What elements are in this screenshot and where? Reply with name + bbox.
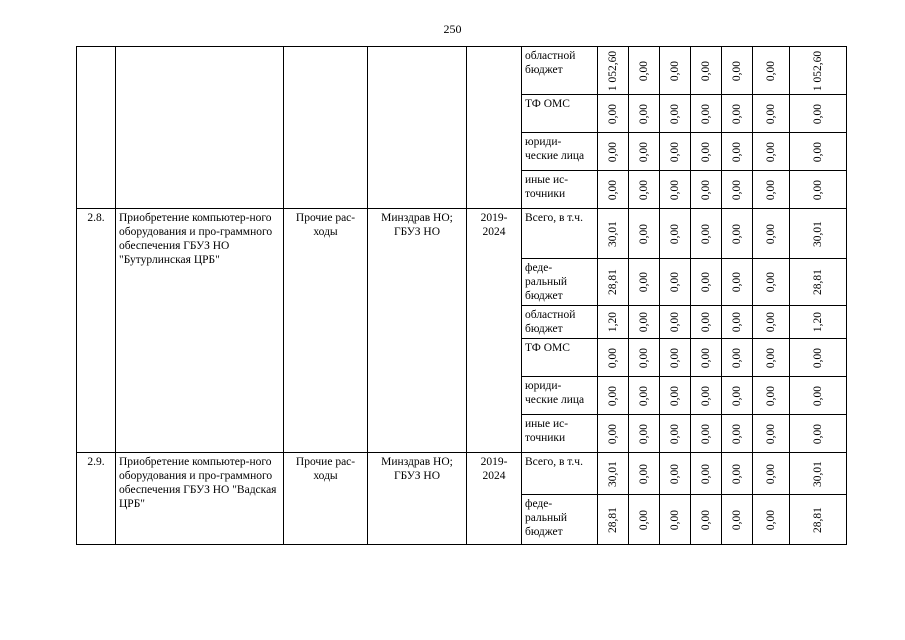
table-row <box>77 453 847 495</box>
amount-value: 1 052,60 <box>607 50 619 91</box>
amount-value: 0,00 <box>669 509 681 530</box>
amount-cell <box>790 495 847 545</box>
amount-cell <box>790 47 847 95</box>
amount-value: 0,00 <box>765 223 777 244</box>
amount-cell <box>790 306 847 339</box>
amount-value: 0,00 <box>765 179 777 200</box>
amount-cell <box>629 495 660 545</box>
funding-source: юриди-ческие лица <box>522 377 598 415</box>
amount-value: 0,00 <box>638 141 650 162</box>
amount-value: 0,00 <box>731 179 743 200</box>
funding-source: областной бюджет <box>522 306 598 339</box>
amount-cell <box>629 209 660 259</box>
amount-value: 0,00 <box>765 103 777 124</box>
amount-value: 0,00 <box>812 423 824 444</box>
table-row <box>77 209 847 259</box>
amount-cell <box>722 306 753 339</box>
amount-value: 0,00 <box>731 271 743 293</box>
amount-value: 0,00 <box>669 423 681 444</box>
amount-cell <box>629 171 660 209</box>
amount-value: 0,00 <box>669 271 681 293</box>
amount-cell <box>629 453 660 495</box>
amount-cell <box>722 495 753 545</box>
amount-value: 0,00 <box>669 141 681 162</box>
amount-value: 0,00 <box>669 463 681 484</box>
item-name: Приобретение компьютер-ного оборудования и про-граммного обеспечения ГБУЗ НО "Вадская ЦРБ" <box>116 453 284 545</box>
amount-cell <box>598 133 629 171</box>
amount-cell <box>629 415 660 453</box>
amount-cell <box>790 339 847 377</box>
amount-value: 0,00 <box>700 423 712 444</box>
funding-source: областной бюджет <box>522 47 598 95</box>
amount-value: 0,00 <box>607 347 619 368</box>
amount-cell <box>660 306 691 339</box>
amount-cell <box>598 377 629 415</box>
table-row <box>77 47 847 95</box>
amount-value: 0,00 <box>607 179 619 200</box>
amount-cell <box>753 209 790 259</box>
amount-value: 0,00 <box>700 141 712 162</box>
amount-value: 0,00 <box>731 385 743 406</box>
amount-cell <box>660 171 691 209</box>
amount-value: 0,00 <box>765 60 777 81</box>
row-number: 2.9. <box>77 453 116 545</box>
amount-value: 0,00 <box>638 509 650 530</box>
amount-cell <box>629 306 660 339</box>
amount-value: 0,00 <box>669 347 681 368</box>
amount-value: 0,00 <box>669 60 681 81</box>
amount-value: 0,00 <box>638 347 650 368</box>
amount-value: 0,00 <box>765 385 777 406</box>
amount-cell <box>753 339 790 377</box>
amount-value: 28,81 <box>607 506 619 533</box>
amount-cell <box>629 259 660 306</box>
amount-value: 0,00 <box>765 463 777 484</box>
amount-cell <box>691 339 722 377</box>
amount-cell <box>629 47 660 95</box>
amount-value: 0,00 <box>700 271 712 293</box>
funding-source: Всего, в т.ч. <box>522 209 598 259</box>
amount-value: 1,20 <box>812 311 824 333</box>
amount-value: 0,00 <box>731 60 743 81</box>
amount-cell <box>691 415 722 453</box>
amount-value: 0,00 <box>731 103 743 124</box>
amount-value: 0,00 <box>731 311 743 333</box>
amount-value: 0,00 <box>700 223 712 244</box>
amount-cell <box>691 495 722 545</box>
amount-value: 0,00 <box>638 223 650 244</box>
amount-value: 0,00 <box>700 347 712 368</box>
amount-cell <box>790 95 847 133</box>
page-number: 250 <box>443 22 462 36</box>
amount-value: 0,00 <box>765 311 777 333</box>
budget-table <box>76 46 847 545</box>
amount-cell <box>722 377 753 415</box>
amount-value: 0,00 <box>607 423 619 444</box>
row-number <box>77 47 116 209</box>
funding-source: Всего, в т.ч. <box>522 453 598 495</box>
amount-cell <box>722 415 753 453</box>
amount-value: 0,00 <box>669 179 681 200</box>
amount-cell <box>722 453 753 495</box>
amount-value: 0,00 <box>607 141 619 162</box>
amount-cell <box>691 95 722 133</box>
row-number: 2.8. <box>77 209 116 453</box>
amount-value: 0,00 <box>700 60 712 81</box>
amount-cell <box>629 377 660 415</box>
item-name: Приобретение компьютер-ного оборудования и про-граммного обеспечения ГБУЗ НО "Бутурлинская ЦРБ" <box>116 209 284 453</box>
amount-cell <box>660 495 691 545</box>
amount-cell <box>691 377 722 415</box>
amount-cell <box>722 259 753 306</box>
amount-cell <box>790 377 847 415</box>
amount-value: 30,01 <box>607 220 619 247</box>
funding-source: ТФ ОМС <box>522 339 598 377</box>
amount-cell <box>753 415 790 453</box>
amount-cell <box>790 259 847 306</box>
amount-cell <box>598 415 629 453</box>
amount-value: 0,00 <box>812 385 824 406</box>
executor <box>368 47 467 209</box>
amount-value: 0,00 <box>765 347 777 368</box>
amount-value: 0,00 <box>638 103 650 124</box>
amount-value: 0,00 <box>731 423 743 444</box>
amount-cell <box>691 133 722 171</box>
funding-source: юриди-ческие лица <box>522 133 598 171</box>
amount-cell <box>722 133 753 171</box>
amount-value: 30,01 <box>812 220 824 247</box>
amount-cell <box>753 259 790 306</box>
amount-cell <box>753 453 790 495</box>
amount-cell <box>660 95 691 133</box>
amount-value: 28,81 <box>607 269 619 295</box>
amount-cell <box>629 95 660 133</box>
amount-value: 0,00 <box>765 509 777 530</box>
amount-cell <box>660 209 691 259</box>
amount-cell <box>753 495 790 545</box>
amount-cell <box>598 171 629 209</box>
amount-value: 0,00 <box>731 347 743 368</box>
amount-cell <box>753 133 790 171</box>
amount-cell <box>629 133 660 171</box>
funding-source: ТФ ОМС <box>522 95 598 133</box>
amount-cell <box>790 209 847 259</box>
amount-value: 0,00 <box>700 103 712 124</box>
item-name <box>116 47 284 209</box>
amount-value: 0,00 <box>812 103 824 124</box>
amount-value: 0,00 <box>700 311 712 333</box>
period: 2019-2024 <box>467 209 522 453</box>
amount-cell <box>722 339 753 377</box>
amount-cell <box>660 259 691 306</box>
amount-cell <box>753 171 790 209</box>
executor: Минздрав НО; ГБУЗ НО <box>368 209 467 453</box>
amount-cell <box>660 415 691 453</box>
amount-cell <box>790 171 847 209</box>
amount-cell <box>753 47 790 95</box>
table-body <box>77 47 847 545</box>
amount-cell <box>660 339 691 377</box>
amount-value: 1,20 <box>607 311 619 333</box>
amount-cell <box>660 47 691 95</box>
amount-cell <box>598 306 629 339</box>
amount-cell <box>660 377 691 415</box>
expense-type: Прочие рас-ходы <box>284 209 368 453</box>
amount-cell <box>598 259 629 306</box>
amount-value: 0,00 <box>638 463 650 484</box>
amount-value: 0,00 <box>765 423 777 444</box>
amount-cell <box>722 209 753 259</box>
amount-cell <box>629 339 660 377</box>
amount-value: 0,00 <box>669 385 681 406</box>
funding-source: иные ис-точники <box>522 415 598 453</box>
amount-value: 0,00 <box>607 103 619 124</box>
amount-cell <box>598 453 629 495</box>
amount-value: 0,00 <box>607 385 619 406</box>
amount-value: 0,00 <box>638 423 650 444</box>
amount-cell <box>691 209 722 259</box>
amount-cell <box>660 133 691 171</box>
amount-value: 0,00 <box>669 311 681 333</box>
amount-cell <box>598 339 629 377</box>
amount-value: 0,00 <box>638 311 650 333</box>
amount-value: 0,00 <box>700 385 712 406</box>
amount-value: 0,00 <box>812 179 824 200</box>
funding-source: феде-ральный бюджет <box>522 495 598 545</box>
amount-cell <box>691 47 722 95</box>
amount-value: 0,00 <box>669 103 681 124</box>
amount-cell <box>722 171 753 209</box>
amount-cell <box>753 306 790 339</box>
amount-value: 0,00 <box>638 385 650 406</box>
amount-value: 0,00 <box>638 179 650 200</box>
amount-cell <box>753 95 790 133</box>
amount-cell <box>691 259 722 306</box>
amount-value: 28,81 <box>812 506 824 533</box>
amount-value: 0,00 <box>731 223 743 244</box>
amount-cell <box>790 415 847 453</box>
amount-value: 0,00 <box>638 60 650 81</box>
amount-value: 0,00 <box>700 179 712 200</box>
amount-value: 0,00 <box>731 463 743 484</box>
expense-type <box>284 47 368 209</box>
amount-cell <box>598 495 629 545</box>
amount-value: 0,00 <box>669 223 681 244</box>
amount-value: 0,00 <box>700 509 712 530</box>
period <box>467 47 522 209</box>
amount-value: 30,01 <box>812 460 824 487</box>
amount-value: 0,00 <box>731 509 743 530</box>
amount-cell <box>722 95 753 133</box>
amount-cell <box>660 453 691 495</box>
amount-value: 0,00 <box>812 347 824 368</box>
amount-cell <box>598 95 629 133</box>
amount-value: 28,81 <box>812 269 824 295</box>
amount-value: 30,01 <box>607 460 619 487</box>
amount-value: 0,00 <box>765 141 777 162</box>
amount-cell <box>598 47 629 95</box>
amount-cell <box>753 377 790 415</box>
amount-cell <box>790 133 847 171</box>
amount-cell <box>598 209 629 259</box>
amount-value: 0,00 <box>812 141 824 162</box>
amount-value: 0,00 <box>731 141 743 162</box>
funding-source: феде-ральный бюджет <box>522 259 598 306</box>
amount-value: 0,00 <box>765 271 777 293</box>
amount-cell <box>790 453 847 495</box>
amount-value: 0,00 <box>700 463 712 484</box>
period: 2019-2024 <box>467 453 522 545</box>
amount-cell <box>691 171 722 209</box>
amount-value: 0,00 <box>638 271 650 293</box>
amount-value: 1 052,60 <box>812 50 824 91</box>
amount-cell <box>691 306 722 339</box>
expense-type: Прочие рас-ходы <box>284 453 368 545</box>
executor: Минздрав НО; ГБУЗ НО <box>368 453 467 545</box>
funding-source: иные ис-точники <box>522 171 598 209</box>
amount-cell <box>722 47 753 95</box>
amount-cell <box>691 453 722 495</box>
